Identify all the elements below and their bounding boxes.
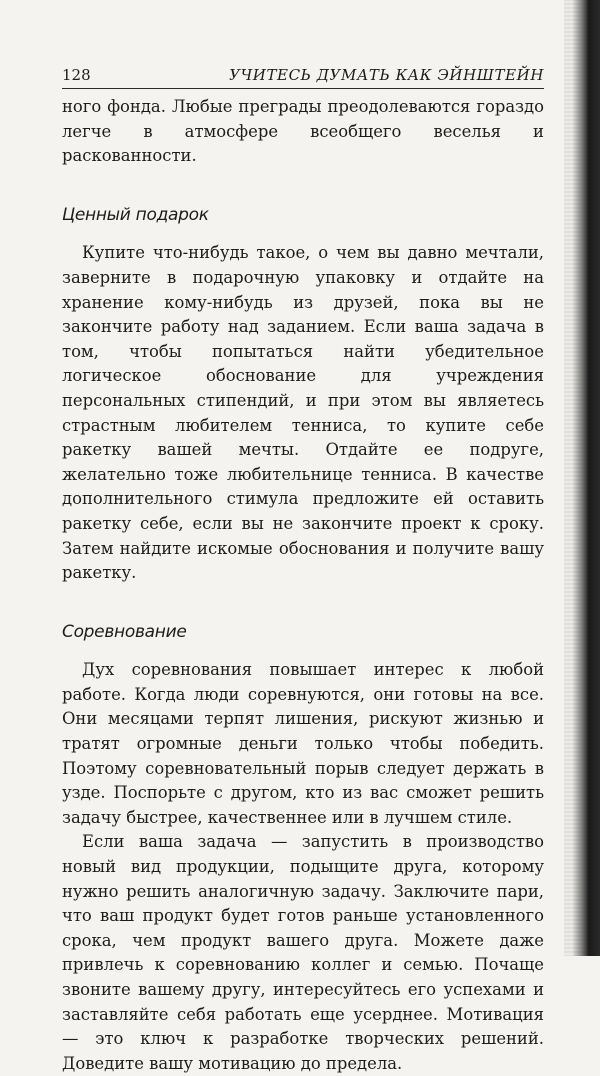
section-paragraph: Дух соревнования повышает интерес к любой работе. Когда люди соревнуются, они готовы на все. Они месяцами терпят лишения, рискуют жизнью и тратят огромные деньги только чтобы победить. Поэтому соревновательный порыв следует держать в узде. Поспорьте с другом, кто из вас сможет решить задачу быстрее, качественнее или в лучшем стиле.	[62, 660, 544, 827]
book-spine	[572, 0, 600, 956]
running-title: УЧИТЕСЬ ДУМАТЬ КАК ЭЙНШТЕЙН	[229, 66, 544, 84]
page-body	[62, 95, 544, 1076]
intro-paragraph: ного фонда. Любые преграды преодолеваются гораздо легче в атмосфере всеобщего веселья и раскованности.	[62, 97, 544, 166]
section-paragraph: Если ваша задача — запустить в производство новый вид продукции, подыщите друга, которому нужно решить аналогичную задачу. Заключите пари, что ваш продукт будет готов раньше установленного срока, чем продукт вашего друга. Можете даже привлечь к соревнованию коллег и семью. Почаще звоните вашему другу, интересуйтесь его успехами и заставляйте себя работать еще усерднее. Мотивация — это ключ к разработке творческих решений. Доведите вашу мотивацию до предела.	[62, 832, 544, 1073]
page-number: 128	[62, 66, 91, 84]
section-paragraph: Купите что-нибудь такое, о чем вы давно мечтали, заверните в подарочную упаковку и отдайте на хранение кому-нибудь из друзей, пока вы не закончите работу над заданием. Если ваша задача в том, чтобы попытаться найти убедительное логическое обоснование для учреждения персональных стипендий, и при этом вы являетесь страстным любителем тенниса, то купите себе ракетку вашей мечты. Отдайте ее подруге, желательно тоже любительнице тенниса. В качестве дополнительного стимула предложите ей оставить ракетку себе, если вы не закончите проект к сроку. Затем найдите искомые обоснования и получите вашу ракетку.	[62, 243, 544, 583]
section-heading-valuable-gift: Ценный подарок	[62, 204, 209, 225]
running-header	[62, 66, 544, 89]
section-heading-competition: Соревнование	[62, 621, 187, 642]
